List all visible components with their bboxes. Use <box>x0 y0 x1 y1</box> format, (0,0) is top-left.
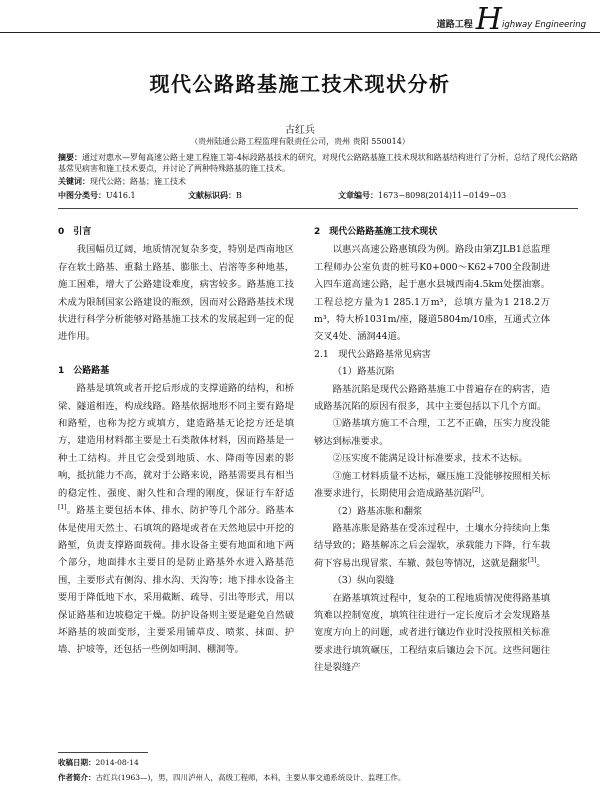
subsection-1-item-3 <box>314 468 550 503</box>
paper-title: 现代公路路基施工技术现状分析 <box>149 72 451 96</box>
keywords-label: 关键词： <box>58 177 90 186</box>
subsection-3-heading: （3）纵向裂缝 <box>332 575 395 587</box>
author-name: 古红兵 <box>285 125 315 136</box>
classification-line <box>58 190 578 201</box>
footnote-rule <box>58 752 148 753</box>
section-1-text-b: 。路基主要包括本体、排水、防护等几个部分。路基本体是使用天然土、石填筑的路堤或者在天然地层中开挖的路堑，负责支撑路面载荷。排水设备主要有地面和地下两个部分，地面排水主要目的是防止路基外水进入路基范围，主要形式有侧沟、排水沟、天沟等；地下排水设备主要用于降低地下水，采用截断、疏导、引出等形式，用以保证路基和边坡稳定干燥。防护设备则主要是避免自然破坏路基的坡面变形，主要采用铺草皮、喷浆、抹面、护墙、护坡等，还包括一些例如明洞、棚洞等。 <box>58 505 294 656</box>
journal-name-cn: 道路工程 <box>436 20 473 30</box>
subsection-2-paragraph <box>314 520 550 572</box>
section-2-1-heading: 2.1 现代公路路基常见病害 <box>314 348 432 360</box>
section-1-heading: 1 公路路基 <box>58 365 110 376</box>
journal-logo-letter: H <box>475 2 502 37</box>
keywords <box>58 176 578 187</box>
section-2-heading: 2 现代公路路基施工技术现状 <box>314 227 438 237</box>
author-bio-label: 作者简介： <box>58 773 96 782</box>
subsection-1-item-1: ①路基填方施工不合理，工艺不正确，压实力度没能够达到标准要求。 <box>314 418 550 447</box>
clc-value: U416.1 <box>106 191 136 200</box>
author-bio-footnote <box>58 772 405 783</box>
meta-divider <box>58 208 578 209</box>
left-column <box>58 224 294 659</box>
doc-code-value: B <box>236 191 242 200</box>
citation-1: [1] <box>58 504 67 511</box>
item-3-text-b: 。 <box>480 488 490 500</box>
header-rule <box>0 32 600 33</box>
subsection-2-heading: （2）路基冻胀和翻浆 <box>332 505 423 517</box>
journal-header <box>436 2 586 37</box>
received-date-footnote <box>58 757 139 768</box>
item-3-text-a: ③施工材料质量不达标，碾压施工没能够按照相关标准要求进行，长期使用会造成路基沉陷 <box>314 470 550 500</box>
doc-code-label: 文献标识码： <box>188 191 236 200</box>
abstract <box>58 152 578 174</box>
abstract-text: 通过对惠水—罗甸高速公路土建工程施工第-4标段路基技术的研究，对现代公路路基施工技术现状和路基结构进行了分析，总结了现代公路路基常见病害和施工技术要点，并讨论了两种特殊路基的施工技术。 <box>58 153 578 173</box>
subsection-1-paragraph: 路基沉陷是现代公路路基施工中普遍存在的病害，造成路基沉陷的原因有很多，其中主要包括以下几个方面。 <box>314 383 550 413</box>
subsection-2-text-a: 路基冻胀是路基在受冻过程中，土壤水分持续向上集结导致的；路基解冻之后会湿软，承载能力下降，行车载荷下容易出现冒浆、车辙、鼓包等情况，这就是翻浆 <box>314 522 550 569</box>
received-date: 2014-08-14 <box>95 758 139 767</box>
section-2-paragraph: 以惠兴高速公路惠镇段为例。路段由第ZJLB1总监理工程师办公室负责的桩号K0+000～K62+700全段制进入四车道高速公路，起于惠水县城西南4.5km处摆油寨。工程总挖方量为1 285.1万m³，总填方量为1 218.2万m³，特大桥1031m/座，隧道5804m/10座，互通式立体交叉4处、涵洞44道。 <box>314 244 550 343</box>
clc-label: 中图分类号： <box>58 191 106 200</box>
article-no-label: 文章编号： <box>338 191 378 200</box>
section-0-heading: 0 引言 <box>58 227 92 237</box>
section-0-paragraph: 我国幅员辽阔，地质情况复杂多变，特别是西南地区存在软土路基、重黏土路基、膨胀土、岩溶等多种地基，施工困难，增大了公路建设难度，病害较多。路基施工技术成为限制国家公路建设的瓶颈，因而对公路路基技术现状进行科学分析能够对路基施工技术的发展起到一定的促进作用。 <box>58 244 294 343</box>
subsection-1-heading: （1）路基沉陷 <box>332 366 395 378</box>
right-column <box>314 224 550 677</box>
affiliation: （贵州陆通公路工程监理有限责任公司，贵州 贵阳 550014） <box>190 137 410 146</box>
section-1-text-a: 路基是填筑或者开挖后形成的支撑道路的结构，和桥梁、隧道相连，构成线路。路基依据地形不同主要有路堤和路堑，也称为挖方或填方，建造路基无论挖方还是填方，建造用材料都主要是土石类散体材料，因而路基是一种土工结构。并且它会受到地质、水、降雨等因素的影响，抵抗能力不高，就对于公路来说，路基需要具有相当的稳定性、强度、耐久性和合理的刚度，保证行车舒适 <box>58 383 294 499</box>
journal-name-en: ighway Engineering <box>501 20 586 30</box>
citation-3: [3] <box>527 556 537 564</box>
citation-2: [2] <box>472 487 481 494</box>
subsection-1-item-2: ②压实度不能满足设计标准要求，技术不达标。 <box>332 453 528 465</box>
article-no-value: 1673−8098(2014)11−0149−03 <box>378 191 507 200</box>
subsection-2-text-b: 。 <box>536 557 546 569</box>
section-1-paragraph <box>58 380 294 659</box>
subsection-3-paragraph: 在路基填筑过程中，复杂的工程地质情况使得路基填筑难以控制宽度，填筑往往进行一定长度后才会发现路基宽度方向上的问题，或者进行镶边作业时没按照相关标准要求进行填筑碾压，工程结束后镶边会下沉。这些问题往往是裂缝产 <box>314 592 550 674</box>
abstract-label: 摘要： <box>58 153 82 162</box>
received-label: 收稿日期： <box>58 758 96 767</box>
author-bio: 古红兵(1963—)，男，四川泸州人，高级工程师，本科，主要从事交通系统设计、监理工作。 <box>95 773 406 782</box>
keywords-text: 现代公路；路基；施工技术 <box>90 177 186 186</box>
